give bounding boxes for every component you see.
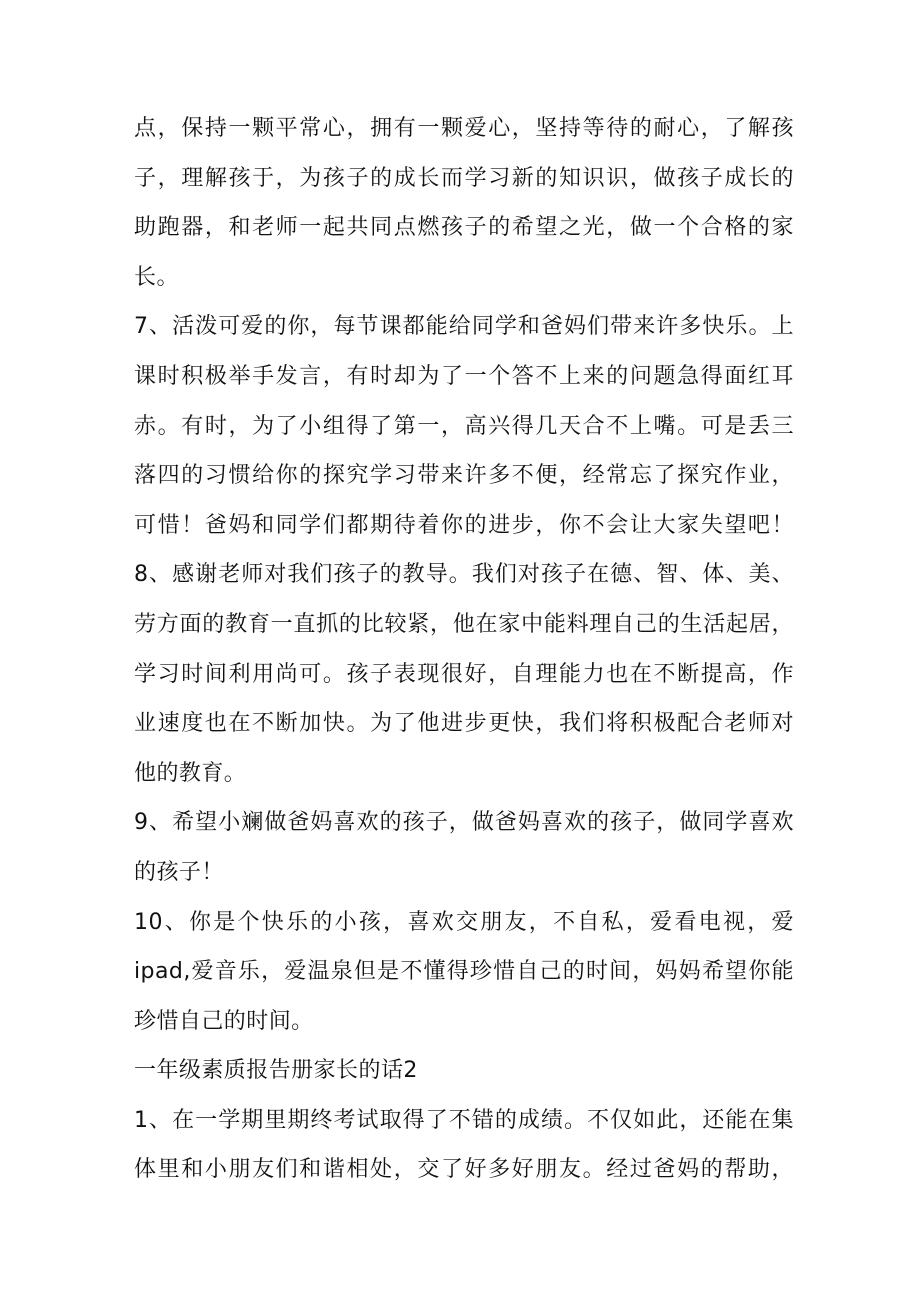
text-line: 他的教育。 [134,760,247,786]
text-line: 7、活泼可爱的你，每节课都能给同学和爸妈们带来许多快乐。上 [134,314,794,340]
text-line: 1、在一学期里期终考试取得了不错的成绩。不仅如此，还能在集 [134,1107,794,1133]
text-line: 业速度也在不断加快。为了他进步更快，我们将积极配合老师对 [134,711,794,737]
text-line: 学习时间利用尚可。孩子表现很好，自理能力也在不断提高，作 [134,661,794,687]
text-line: 赤。有时，为了小组得了第一，高兴得几天合不上嘴。可是丢三 [134,413,794,439]
text-line: 点，保持一颗平常心，拥有一颗爱心，坚持等待的耐心，了解孩 [134,116,794,141]
text-line: 10、你是个快乐的小孩，喜欢交朋友，不自私，爱看电视，爱 [134,909,794,935]
text-line: 9、希望小斓做爸妈喜欢的孩子，做爸妈喜欢的孩子，做同学喜欢 [134,810,794,836]
text-line: 落四的习惯给你的探究学习带来许多不便，经常忘了探究作业， [134,463,794,489]
text-line: 体里和小朋友们和谐相处，交了好多好朋友。经过爸妈的帮助， [134,1157,794,1183]
text-line: 助跑器，和老师一起共同点燃孩子的希望之光，做一个合格的家 [134,215,794,241]
text-line: 子，理解孩于，为孩子的成长而学习新的知识识，做孩子成长的 [134,165,794,191]
text-line: 的孩子！ [134,859,224,885]
text-line: 长。 [134,264,179,290]
text-line: 课时积极举手发言，有时却为了一个答不上来的问题急得面红耳 [134,363,794,389]
text-line: 8、感谢老师对我们孩子的教导。我们对孩子在德、智、体、美、 [134,562,794,588]
text-line: 可惜！爸妈和同学们都期待着你的进步，你不会让大家失望吧！ [134,512,794,538]
text-line: ipad,爱音乐，爱温泉但是不懂得珍惜自己的时间，妈妈希望你能 [134,959,794,985]
text-line: 一年级素质报告册家长的话2 [134,1058,418,1084]
text-line: 劳方面的教育一直抓的比较紧，他在家中能料理自己的生活起居， [134,611,794,637]
document-body [134,104,794,1195]
text-line: 珍惜自己的时间。 [134,1008,314,1034]
